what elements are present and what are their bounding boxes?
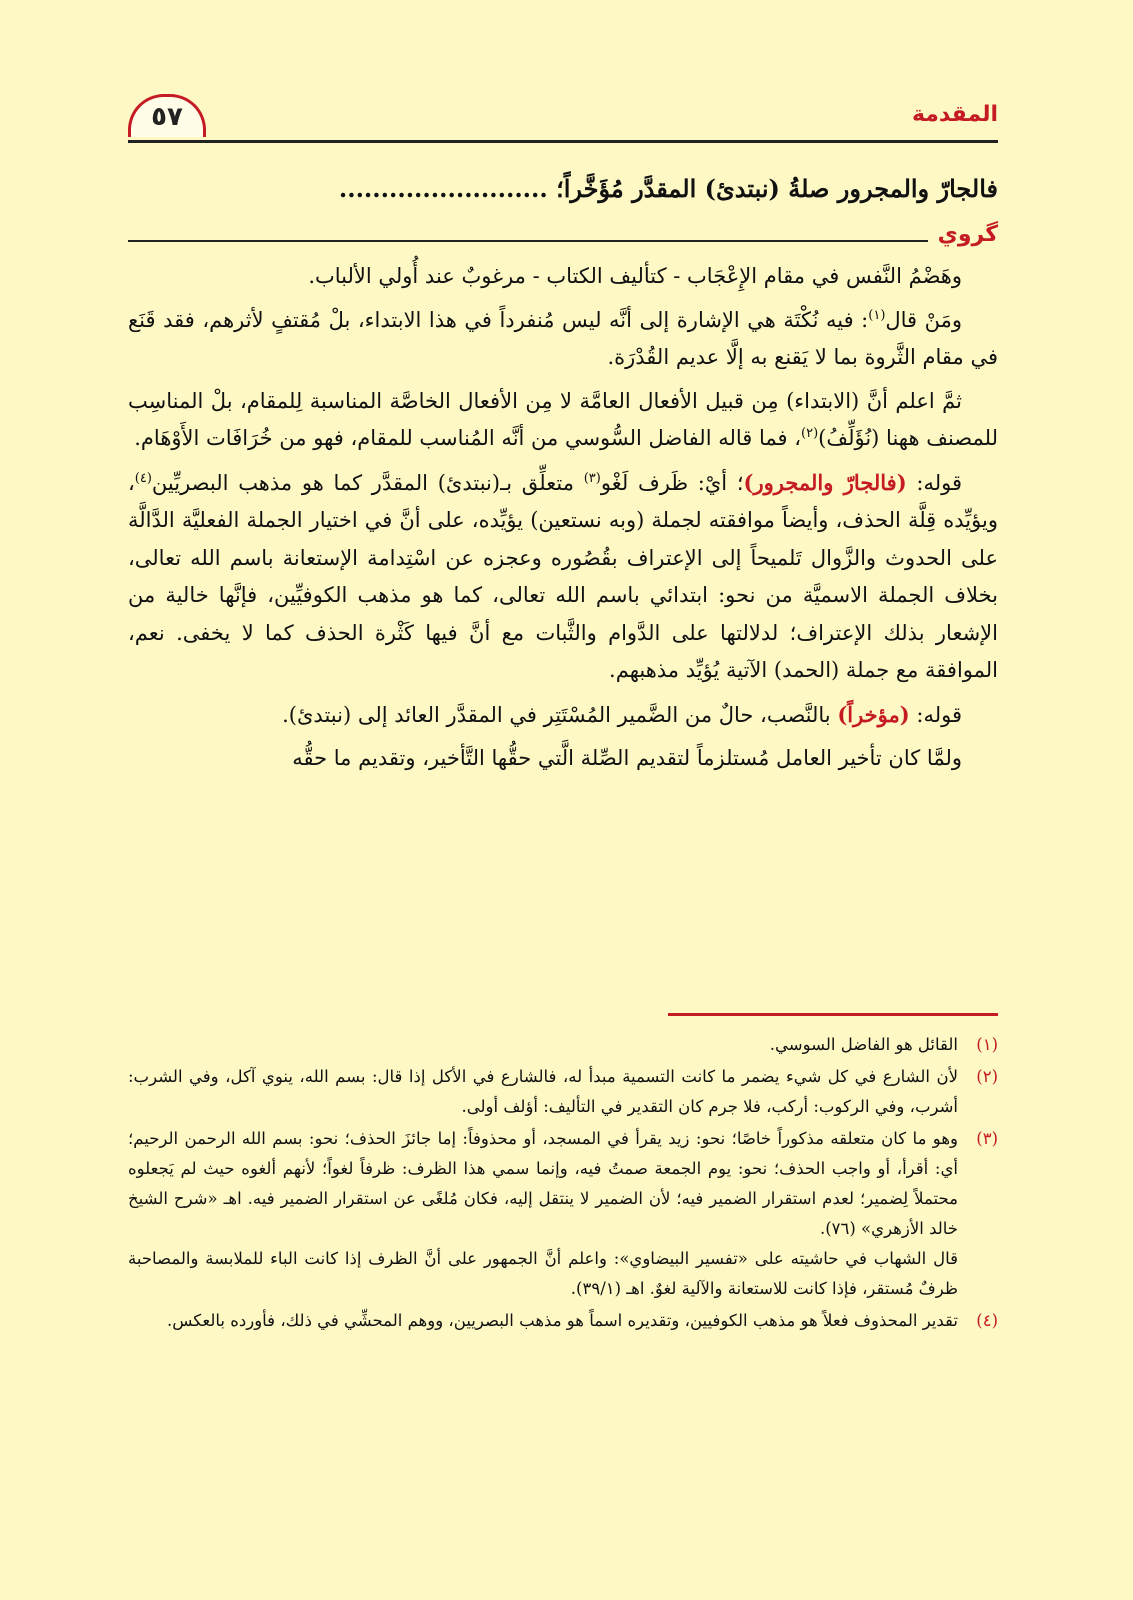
paragraph-text: قوله: [906, 470, 962, 495]
paragraph-text: بالنَّصب، حالٌ من الضَّمير المُسْتَتِر في المقدَّر العائد إلى (نبتدئ). [282, 702, 838, 727]
footnote-number: (٢) [976, 1067, 998, 1086]
paragraph-text: متعلِّق بـ(نبتدئ) المقدَّر كما هو مذهب البصريِّين [151, 470, 584, 495]
footnote [128, 1062, 998, 1122]
footnotes [128, 1030, 998, 1338]
page-header [128, 92, 998, 140]
paragraph [128, 302, 998, 377]
footnote-text: القائل هو الفاضل السوسي. [769, 1035, 958, 1054]
paragraph [128, 258, 998, 296]
paragraph-text: ولمَّا كان تأخير العامل مُستلزماً لتقديم الصِّلة الَّتي حقُّها التَّأخير، وتقديم ما حقُّه [292, 746, 962, 770]
footnote-ref[interactable]: (٤) [134, 470, 152, 486]
paragraph-text: وهَضْمُ النَّفس في مقام الإِعْجَاب - كتأليف الكتاب - مرغوبٌ عند أُولي الألباب. [308, 264, 962, 288]
quoted-phrase: (مؤخراً) [837, 701, 910, 727]
footnote [128, 1124, 998, 1304]
footnote-text: وهو ما كان متعلقه مذكوراً خاصًا؛ نحو: زيد يقرأ في المسجد، أو محذوفاً: إما جائزَ الحذف؛ نحو: بسم الله الرحمن الرحيم؛ أي: أقرأ، أو واجب الحذف؛ نحو: يوم الجمعة صمتُ فيه، وإنما سمي هذا الظرف: ظرفاً لغواً؛ لأنهم ألغوه حيث لم يَجعلوه محتملاً لِضمير؛ لعدم استقرار الضمير فيه؛ لأن الضمير لا ينتقل إليه، فكان مُلغًى عن استقرار الضمير فيه. اهـ «شرح الشيخ خالد الأزهري» (٧٦). قال الشهاب في حاشيته على «تفسير البيضاوي»: واعلم أنَّ الجمهور على أنَّ الظرف إذا كانت الباء للملابسة والمصاحبة ظرفٌ مُستقر، فإذا كانت للاستعانة والآلية لغوٌ. اهـ (٣٩/١). [128, 1129, 958, 1298]
footnote-text: لأن الشارع في كل شيء يضمر ما كانت التسمية مبدأ له، فالشارع في الأكل إذا قال: بسم الله، ينوي آكل، وفي الشرب: أشرب، وفي الركوب: أركب، فلا جرم كان التقدير في التأليف: أؤلف أولى. [128, 1067, 958, 1116]
paragraph-text: ، ويؤيِّده قِلَّة الحذف، وأيضاً موافقته لجملة (وبه نستعين) يؤيِّده، على أنَّ في اختيار الجملة الفعليَّة الدَّالَّة على الحدوث والزَّوال تَلميحاً إلى الإعتراف بقُصُوره وعجزه عن اسْتِدامة الإستعانة باسم الله تعالى، بخلاف الجملة الاسميَّة من نحو: ابتدائي باسم الله تعالى، كما هو مذهب الكوفيِّين، فإنَّها خالية من الإشعار بذلك الإعتراف؛ لدلالتها على الدَّوام والثَّبات مع أنَّ فيها كَثْرة الحذف كما لا يخفى. نعم، الموافقة مع جملة (الحمد) الآتية يُؤيِّد مذهبهم. [128, 470, 998, 682]
footnote [128, 1030, 998, 1060]
author-signature: گروي [937, 222, 998, 247]
paragraph-text: قوله: [909, 702, 962, 727]
commentary-body [128, 258, 998, 784]
section-title: المقدمة [911, 102, 998, 127]
footnote [128, 1306, 998, 1336]
footnote-number: (١) [976, 1035, 998, 1054]
quoted-phrase: (فالجارّ والمجرور) [743, 469, 907, 495]
paragraph [128, 740, 998, 778]
header-divider [128, 140, 998, 143]
footnote-text: تقدير المحذوف فعلاً هو مذهب الكوفيين، وتقديره اسماً هو مذهب البصريين، ووهم المحشِّي في ذلك، فأورده بالعكس. [166, 1311, 958, 1330]
paragraph [128, 464, 998, 690]
page-number-badge: ٥٧ [128, 94, 206, 137]
matn-divider [128, 240, 928, 242]
footnote-number: (٤) [976, 1311, 998, 1330]
paragraph-text: ومَنْ قال [885, 307, 963, 332]
footnote-ref[interactable]: (٢) [801, 426, 819, 441]
paragraph-text: ثمَّ اعلم أنَّ (الابتداء) مِن قبيل الأفعال العامَّة لا مِن الأفعال الخاصَّة المناسبة لِلمقام، بلْ المناسِب للمصنف ههنا (نُؤَلِّفُ) [128, 388, 998, 450]
paragraph-text: : فيه نُكْتَة هي الإشارة إلى أنَّه ليس مُنفرداً في هذا الابتداء، بلْ مُقتفٍ لأثرهم، فقد قَنَع في مقام الثَّروة بما لا يَقنع به إلَّا عديم القُدْرَة. [128, 307, 998, 369]
paragraph-text: ؛ أيْ: ظَرف لَغْو [600, 470, 744, 495]
paragraph-text: ، فما قاله الفاضل السُّوسي من أنَّه المُناسب للمقام، فهو من خُرَافَات الأَوْهَام. [134, 426, 802, 450]
footnote-ref[interactable]: (١) [868, 307, 886, 323]
paragraph [128, 696, 998, 735]
paragraph [128, 383, 998, 458]
footnote-ref[interactable]: (٣) [583, 470, 601, 486]
footnote-divider [668, 1013, 998, 1016]
footnote-number: (٣) [976, 1129, 998, 1148]
matn-line: فالجارّ والمجرور صلةُ (نبتدئ) المقدَّر مُؤَخَّراً؛ ......................... [338, 174, 998, 203]
